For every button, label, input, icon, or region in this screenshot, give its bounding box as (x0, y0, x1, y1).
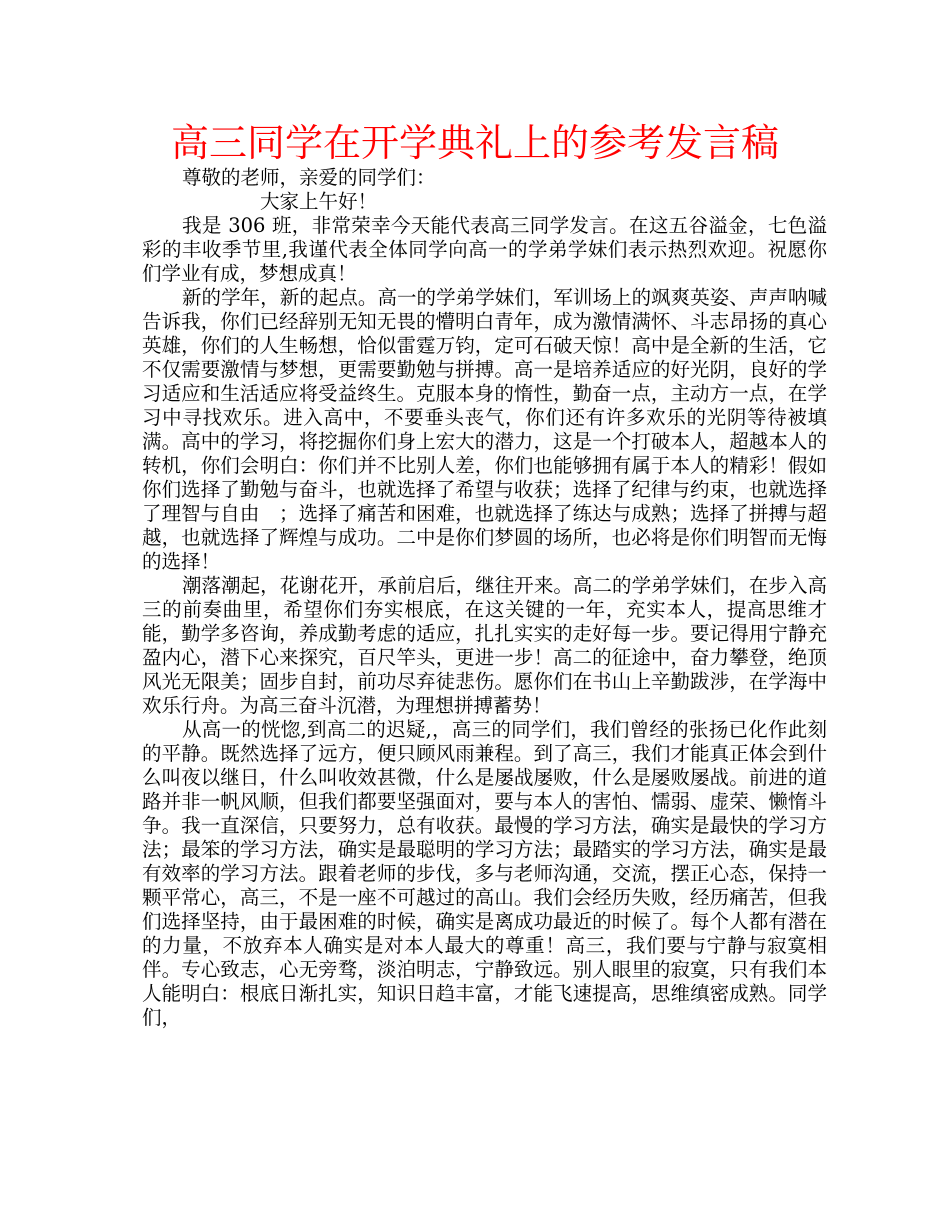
paragraph-2: 新的学年，新的起点。高一的学弟学妹们，军训场上的飒爽英姿、声声呐喊告诉我，你们已经辞别无知无畏的懵明白青年，成为激情满怀、斗志昂扬的真心英雄，你们的人生畅想，恰似雷霆万钧，定可石破天惊！高中是全新的生活，它不仅需要激情与梦想，更需要勤勉与拼搏。高一是培养适应的好光阴，良好的学习适应和生活适应将受益终生。克服本身的惰性，勤奋一点，主动方一点，在学习中寻找欢乐。进入高中，不要垂头丧气，你们还有许多欢乐的光阴等待被填满。高中的学习，将挖掘你们身上宏大的潜力，这是一个打破本人，超越本人的转机，你们会明白：你们并不比别人差，你们也能够拥有属于本人的精彩！假如你们选择了勤勉与奋斗，也就选择了希望与收获；选择了纪律与约束，也就选择了理智与自由 ；选择了痛苦和困难，也就选择了练达与成熟；选择了拼搏与超越，也就选择了辉煌与成功。二中是你们梦圆的场所，也必将是你们明智而无悔的选择！ (142, 286, 827, 573)
paragraph-4: 从高一的恍惚,到高二的迟疑,，高三的同学们，我们曾经的张扬已化作此刻的平静。既然选择了远方，便只顾风雨兼程。到了高三，我们才能真正体会到什么叫夜以继日，什么叫收效甚微，什么是屡战屡败，什么是屡败屡战。前进的道路并非一帆风顺，但我们都要坚强面对，要与本人的害怕、懦弱、虚荣、懒惰斗争。我一直深信，只要努力，总有收获。最慢的学习方法，确实是最快的学习方法；最笨的学习方法，确实是最聪明的学习方法；最踏实的学习方法，确实是最有效率的学习方法。跟着老师的步伐，多与老师沟通，交流，摆正心态，保持一颗平常心，高三，不是一座不可越过的高山。我们会经历失败，经历痛苦，但我们选择坚持，由于最困难的时候，确实是离成功最近的时候了。每个人都有潜在的力量，不放弃本人确实是对本人最大的尊重！高三，我们要与宁静与寂寞相伴。专心致志，心无旁骛，淡泊明志，宁静致远。别人眼里的寂寞，只有我们本人能明白：根底日渐扎实，知识日趋丰富，才能飞速提高，思维缜密成熟。同学们， (142, 718, 827, 1029)
paragraph-3: 潮落潮起，花谢花开，承前启后，继往开来。高二的学弟学妹们，在步入高三的前奏曲里，希望你们夯实根底，在这关键的一年，充实本人，提高思维才能，勤学多咨询，养成勤考虑的适应，扎扎实实的走好每一步。要记得用宁静充盈内心，潜下心来探究，百尺竿头，更进一步！高二的征途中，奋力攀登，绝顶风光无限美；固步自封，前功尽弃徒悲伤。愿你们在书山上辛勤跋涉，在学海中欢乐行舟。为高三奋斗沉潜，为理想拼搏蓄势！ (142, 574, 827, 717)
salutation: 尊敬的老师，亲爱的同学们： (182, 166, 436, 189)
document-title: 高三同学在开学典礼上的参考发言稿 (170, 121, 779, 165)
greeting: 大家上午好！ (260, 190, 378, 213)
document-body (142, 166, 827, 1030)
paragraph-1: 我是 306 班，非常荣幸今天能代表高三同学发言。在这五谷溢金，七色溢彩的丰收季节里,我谨代表全体同学向高一的学弟学妹们表示热烈欢迎。祝愿你们学业有成，梦想成真！ (142, 214, 827, 285)
